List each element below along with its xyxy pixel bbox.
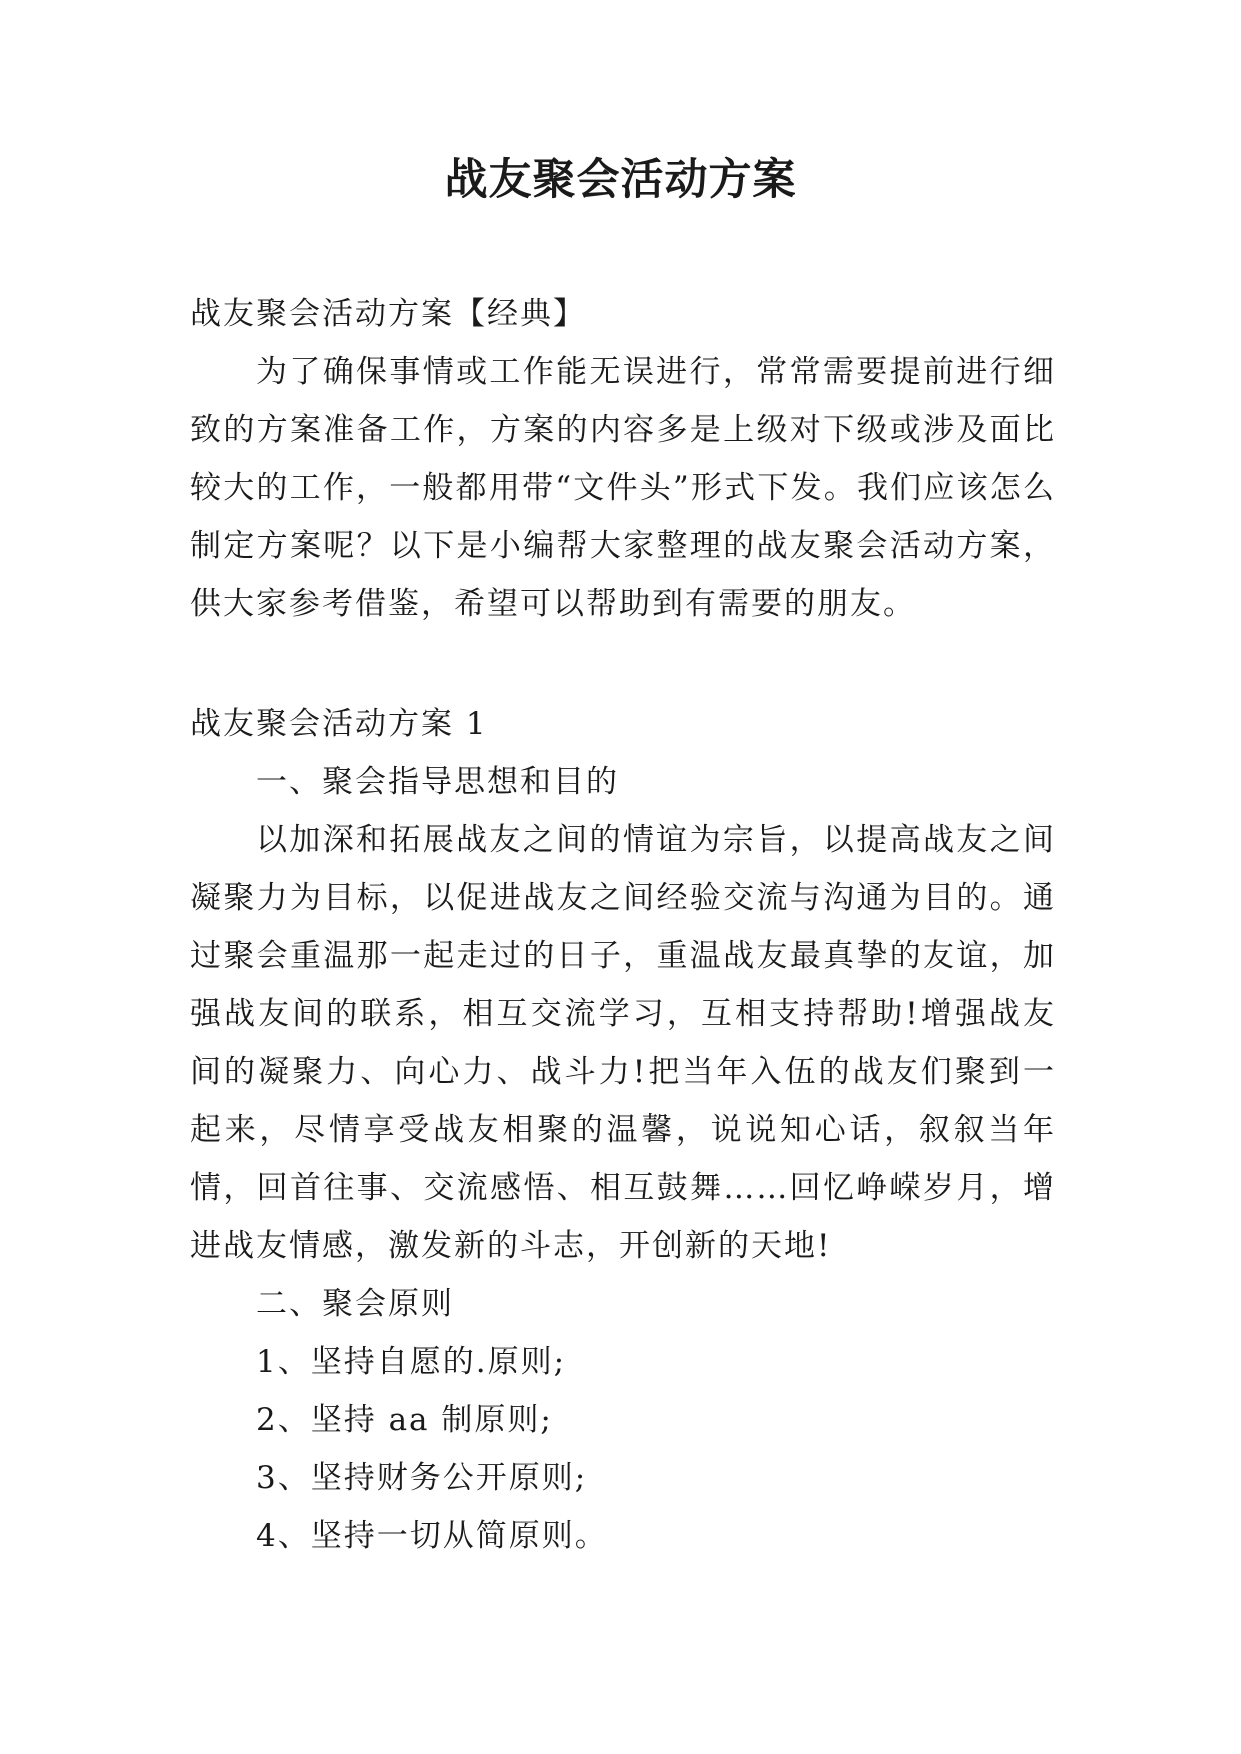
- list-item: 4、坚持一切从简原则。: [256, 1518, 608, 1554]
- list-item: 3、坚持财务公开原则;: [256, 1460, 588, 1496]
- heading-purpose: 一、聚会指导思想和目的: [256, 764, 619, 800]
- intro-paragraph: 为了确保事情或工作能无误进行，常常需要提前进行细致的方案准备工作，方案的内容多是上级对下级或涉及面比较大的工作，一般都用带“文件头”形式下发。我们应该怎么制定方案呢？以下是小编帮大家整理的战友聚会活动方案，供大家参考借鉴，希望可以帮助到有需要的朋友。: [190, 354, 1056, 622]
- document-body: [190, 285, 1056, 1565]
- document-subtitle: 战友聚会活动方案【经典】: [190, 296, 586, 332]
- list-item: 2、坚持 aa 制原则;: [256, 1402, 553, 1438]
- section-title: 战友聚会活动方案 1: [190, 706, 488, 742]
- purpose-paragraph: 以加深和拓展战友之间的情谊为宗旨，以提高战友之间凝聚力为目标，以促进战友之间经验交流与沟通为目的。通过聚会重温那一起走过的日子，重温战友最真挚的友谊，加强战友间的联系，相互交流学习，互相支持帮助!增强战友间的凝聚力、向心力、战斗力!把当年入伍的战友们聚到一起来，尽情享受战友相聚的温馨，说说知心话，叙叙当年情，回首往事、交流感悟、相互鼓舞……回忆峥嵘岁月，增进战友情感，激发新的斗志，开创新的天地!: [190, 822, 1056, 1264]
- list-item: 1、坚持自愿的.原则;: [256, 1344, 567, 1380]
- heading-principles: 二、聚会原则: [256, 1286, 454, 1322]
- document-title: 战友聚会活动方案: [444, 155, 797, 205]
